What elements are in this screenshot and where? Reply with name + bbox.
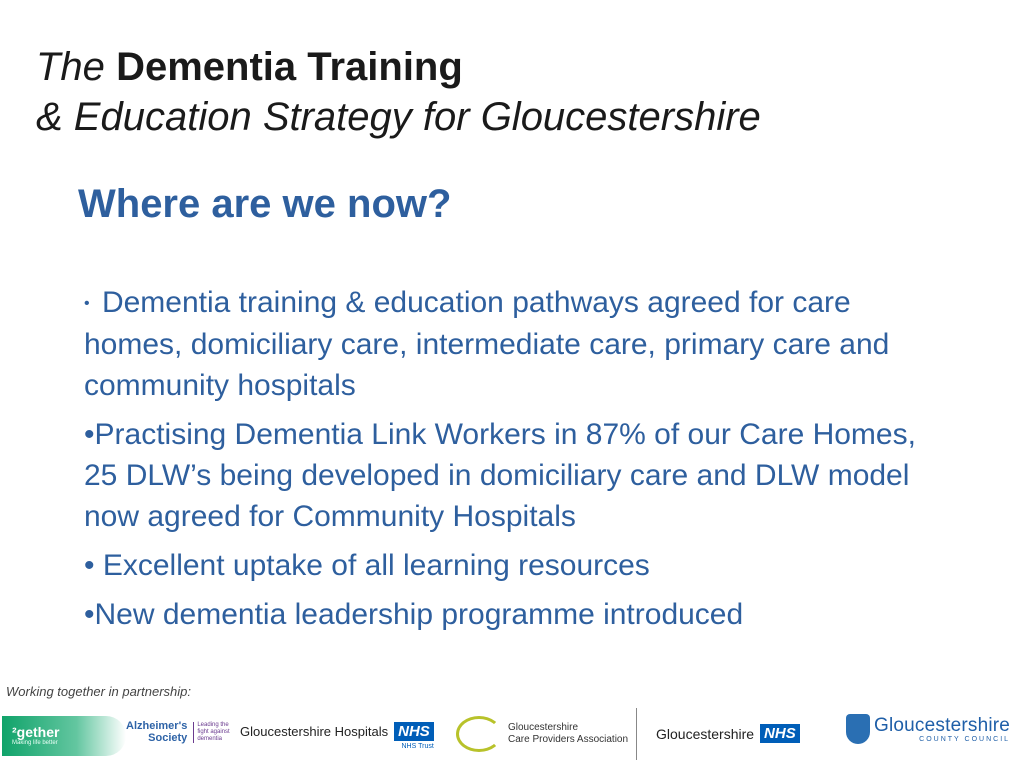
alzheimers-line-2: Society	[148, 732, 188, 744]
bullet-item	[84, 414, 954, 537]
banner-title	[36, 44, 761, 140]
partners-label: Working together in partnership:	[6, 684, 191, 699]
2gether-logo	[2, 716, 126, 756]
2gether-tagline: Making life better	[12, 740, 58, 746]
glos-hospitals-name: Gloucestershire Hospitals	[240, 724, 389, 739]
bullet-text: • Excellent uptake of all learning resources	[84, 549, 650, 582]
banner-bold: Dementia Training	[116, 45, 463, 89]
crest-icon	[846, 714, 870, 744]
glos-county-council-logo	[846, 714, 1010, 744]
bullet-text: Dementia training & education pathways agreed for care homes, domiciliary care, intermediate care, primary care and community hospitals	[84, 286, 890, 402]
nhs-logo: NHS	[394, 722, 434, 741]
gcc-text	[874, 716, 1010, 743]
gcpa-logo	[456, 716, 628, 752]
banner-line-2: & Education Strategy for Gloucestershire	[36, 95, 761, 139]
bullet-text: •New dementia leadership programme introduced	[84, 598, 744, 631]
gcc-name: Gloucestershire	[874, 714, 1011, 736]
alzheimers-society-logo	[126, 720, 233, 744]
glos-nhs-name: Gloucestershire	[656, 725, 755, 742]
bullet-list	[84, 282, 954, 643]
glos-nhs-logo	[656, 724, 800, 743]
bullet-mark: •	[84, 295, 90, 312]
partner-logos	[0, 708, 1024, 764]
glos-hospitals-row	[240, 722, 434, 741]
slide-title: Where are we now?	[78, 182, 452, 226]
gcpa-text	[508, 722, 628, 746]
glos-hospitals-logo	[240, 722, 434, 750]
gcpa-line-1: Gloucestershire	[508, 722, 579, 733]
alzheimers-name	[126, 720, 187, 744]
alzheimers-line-1: Alzheimer's	[126, 720, 188, 732]
2gether-name: ²gether	[12, 724, 60, 740]
glos-hospitals-sub: NHS Trust	[401, 743, 434, 750]
gcpa-line-2: Care Providers Association	[508, 734, 629, 745]
bullet-text: •Practising Dementia Link Workers in 87% of our Care Homes, 25 DLW’s being developed in domiciliary care and DLW model now agreed for Community Hospitals	[84, 418, 916, 533]
gcpa-g-icon	[456, 716, 502, 752]
alzheimers-tagline: Leading the fight against dementia	[193, 722, 233, 743]
nhs-logo: NHS	[760, 724, 800, 743]
banner-line-1	[36, 44, 761, 90]
logo-divider	[636, 708, 637, 760]
bullet-item	[84, 594, 954, 635]
bullet-item	[84, 282, 954, 406]
2gether-swoosh	[2, 716, 126, 756]
gcc-sub: COUNTY COUNCIL	[919, 735, 1011, 743]
bullet-item	[84, 545, 954, 586]
banner-the: The	[36, 45, 105, 89]
